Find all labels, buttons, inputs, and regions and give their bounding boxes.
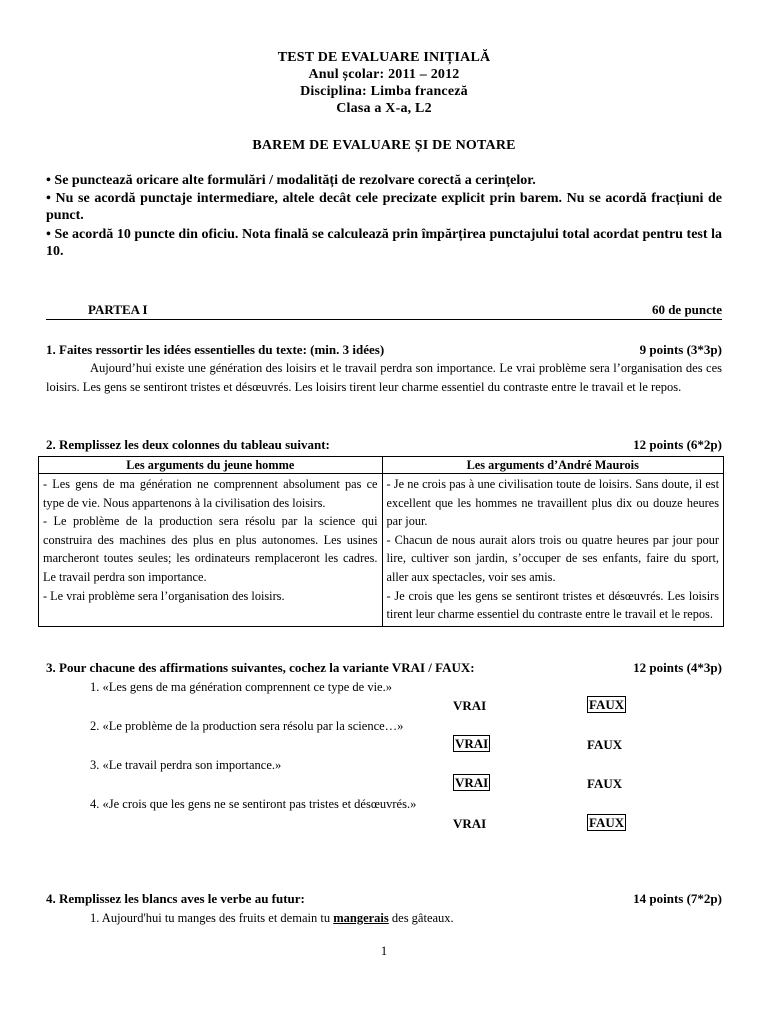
- table-header-row: [39, 457, 724, 474]
- school-year: Anul școlar: 2011 – 2012: [308, 67, 460, 82]
- option-vrai-2-checked: VRAI: [455, 736, 489, 751]
- q2-title: 2. Remplissez les deux colonnes du tableau suivant:: [46, 437, 330, 452]
- rule-1: • Se punctează oricare alte formulări / modalități de rezolvare corectă a cerințelor.: [46, 173, 536, 188]
- table-row: [39, 474, 724, 627]
- argument-item: - Je ne crois pas à une civilisation toute de loisirs. Sans doute, il est excellent que les hommes ne travaillent plus dix ou douze heures par jour.: [386, 477, 719, 529]
- q4-item-1-before: 1. Aujourd'hui tu manges des fruits et demain tu: [90, 911, 331, 925]
- test-title: TEST DE EVALUARE INIȚIALĂ: [277, 50, 491, 65]
- part1-points: 60 de puncte: [651, 302, 722, 317]
- q4-item-1: [90, 911, 454, 926]
- rule-3: • Se acordă 10 puncte din oficiu. Nota finală se calculează prin împărțirea punctajului total acordat pentru test la 10.: [46, 227, 722, 259]
- option-faux-3: FAUX: [587, 776, 623, 791]
- class-level: Clasa a X-a, L2: [336, 101, 432, 116]
- q4-points: 14 points (7*2p): [633, 891, 722, 906]
- statement-1: 1. «Les gens de ma génération comprennent ce type de vie.»: [90, 680, 392, 694]
- rule-2: • Nu se acordă punctaje intermediare, altele decât cele precizate explicit prin barem. Nu se acordă fracțiuni de punct.: [46, 191, 722, 223]
- page-number: 1: [380, 944, 388, 958]
- option-faux-4-checked: FAUX: [589, 815, 625, 830]
- option-vrai-3-checked: VRAI: [455, 775, 489, 790]
- q4-item-1-answer: mangerais: [333, 911, 389, 925]
- young-man-arguments: [39, 474, 383, 627]
- option-vrai-1: VRAI: [453, 698, 487, 713]
- grading-subtitle: BAREM DE EVALUARE ȘI DE NOTARE: [252, 138, 516, 153]
- argument-item: - Les gens de ma génération ne comprennent absolument pas ce type de vie. Nous appartenons à la civilisation des loisirs.: [43, 477, 378, 510]
- q1-title: 1. Faites ressortir les idées essentielles du texte: (min. 3 idées): [46, 342, 385, 357]
- column-header-young-man: Les arguments du jeune homme: [39, 457, 383, 474]
- part1-divider: [46, 319, 722, 320]
- argument-item: - Le vrai problème sera l’organisation des loisirs.: [43, 588, 285, 603]
- arguments-table: [38, 456, 724, 627]
- option-faux-1-checked: FAUX: [589, 697, 625, 712]
- q1-answer: Aujourd’hui existe une génération des loisirs et le travail perdra son importance. Le vrai problème sera l’organisation des ces loisirs. Les gens se sentiront tristes et désœuvrés. Les loisirs tirent leur charme essentiel du contraste entre le travail et le repos.: [46, 361, 722, 394]
- q3-title: 3. Pour chacune des affirmations suivantes, cochez la variante VRAI / FAUX:: [46, 660, 475, 675]
- argument-item: - Le problème de la production sera résolu par la science qui construira des machines des plus en plus autonomes. Les usines marcheront toutes seules; les ordinateurs remplaceront les cadres. Le travail perdra son importance.: [43, 514, 378, 584]
- q4-title: 4. Remplissez les blancs aves le verbe au futur:: [46, 891, 305, 906]
- q1-points: 9 points (3*3p): [639, 342, 722, 357]
- maurois-arguments: [382, 474, 724, 627]
- statement-4: 4. «Je crois que les gens ne se sentiront pas tristes et désœuvrés.»: [90, 797, 417, 811]
- option-faux-2: FAUX: [587, 737, 623, 752]
- statement-2: 2. «Le problème de la production sera résolu par la science…»: [90, 719, 404, 733]
- q4-item-1-after: des gâteaux.: [391, 911, 454, 925]
- q2-points: 12 points (6*2p): [633, 437, 722, 452]
- option-vrai-4: VRAI: [453, 816, 487, 831]
- argument-item: - Chacun de nous aurait alors trois ou quatre heures par jour pour lire, cultiver son jardin, s’occuper de ses enfants, faire du sport, aller aux spectacles, voir ses amis.: [386, 532, 719, 584]
- discipline: Disciplina: Limba franceză: [300, 84, 468, 99]
- argument-item: - Je crois que les gens se sentiront tristes et désœuvrés. Les loisirs tirent leur charme essentiel du contraste entre le travail et le repos.: [386, 588, 719, 622]
- statement-3: 3. «Le travail perdra son importance.»: [90, 758, 282, 772]
- part1-title: PARTEA I: [88, 302, 148, 317]
- column-header-maurois: Les arguments d’André Maurois: [382, 457, 724, 474]
- q3-points: 12 points (4*3p): [633, 660, 722, 675]
